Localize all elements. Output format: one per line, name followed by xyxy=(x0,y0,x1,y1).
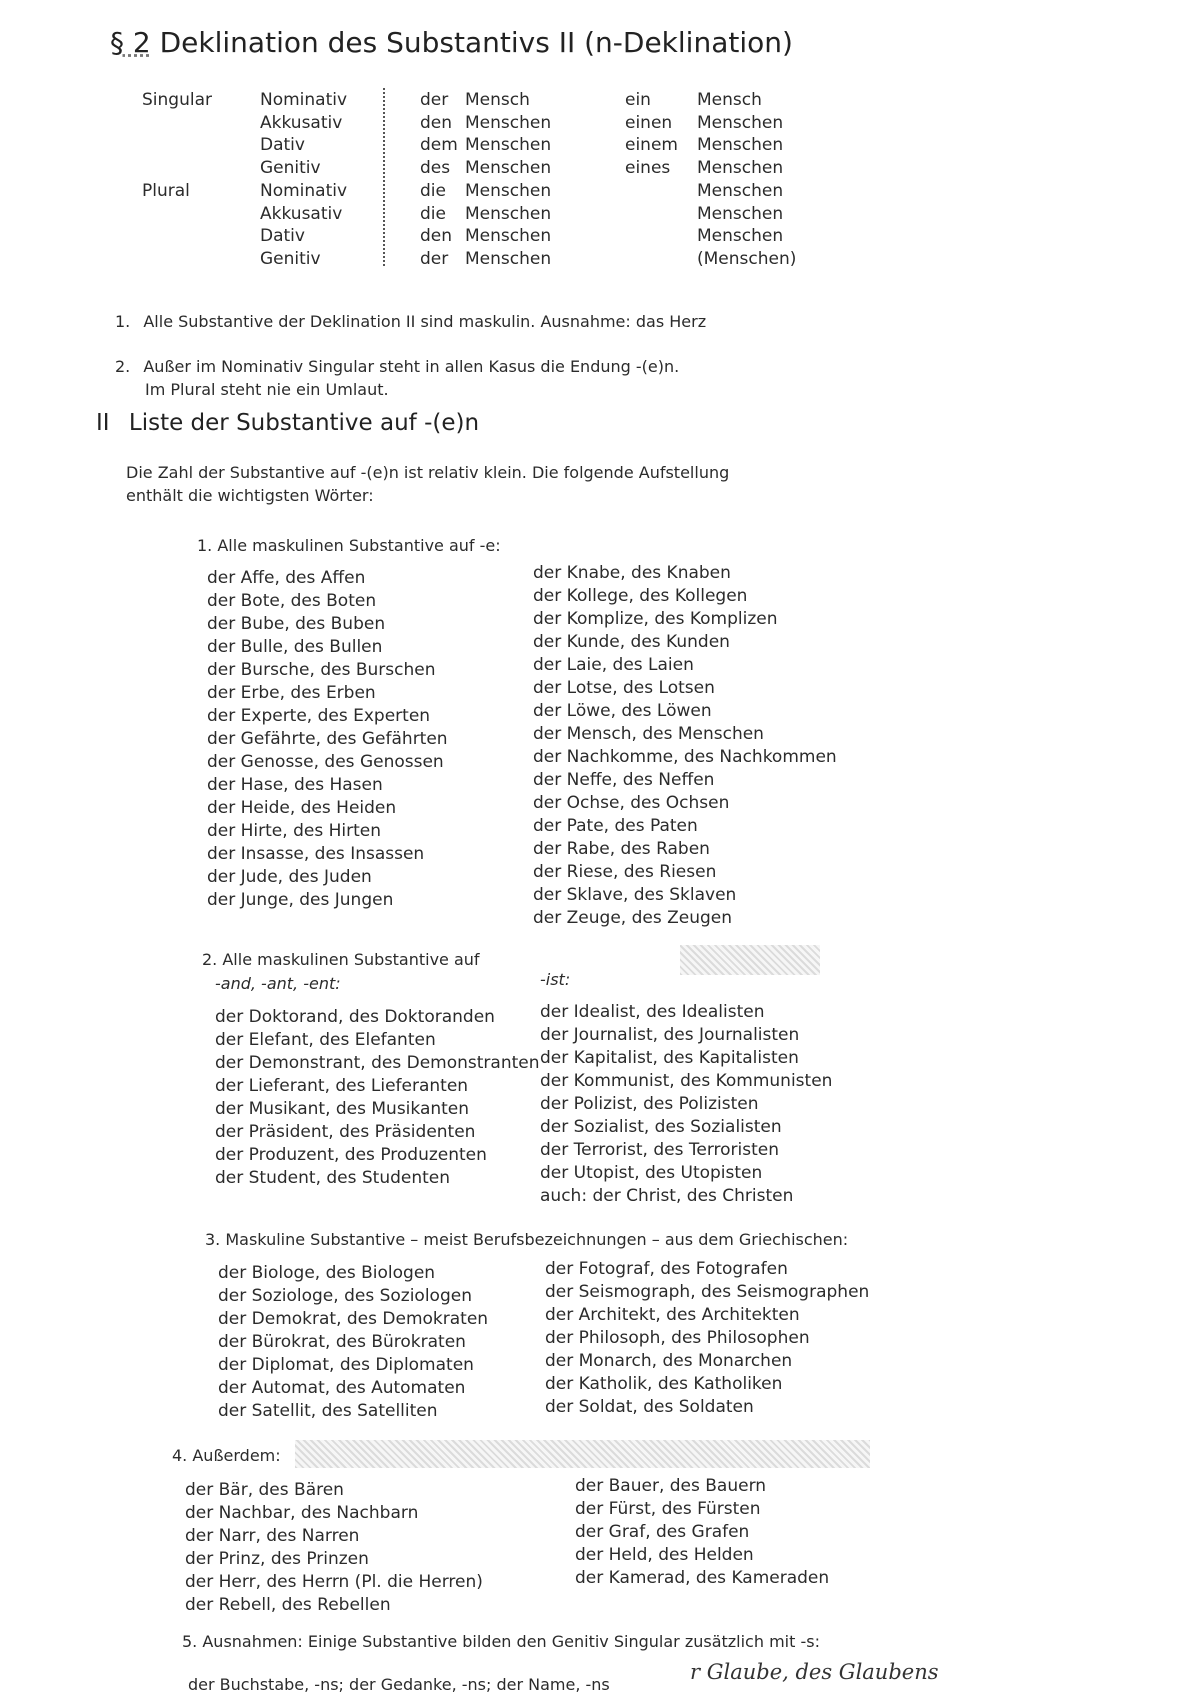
table-cell-indef-noun: Menschen xyxy=(697,180,784,201)
list-item: der Polizist, des Polizisten xyxy=(540,1094,759,1114)
group-3-left-list xyxy=(218,1262,488,1423)
table-cell-indef-art: eines xyxy=(625,158,671,179)
list-item: der Experte, des Experten xyxy=(207,706,431,726)
group-1-right-list xyxy=(533,562,837,930)
list-item: der Seismograph, des Seismographen xyxy=(545,1282,870,1302)
list-item: auch: der Christ, des Christen xyxy=(540,1186,794,1206)
list-item: der Affe, des Affen xyxy=(207,568,366,588)
section-heading xyxy=(96,410,479,436)
list-item: der Bauer, des Bauern xyxy=(575,1476,767,1496)
list-item: der Student, des Studenten xyxy=(215,1168,451,1188)
list-item: der Neffe, des Neffen xyxy=(533,770,715,790)
table-cell-indef-noun: Menschen xyxy=(697,158,784,179)
intro-line-1: Die Zahl der Substantive auf -(e)n ist relativ klein. Die folgende Aufstellung xyxy=(126,463,730,482)
table-divider xyxy=(383,88,385,266)
list-item: der Jude, des Juden xyxy=(207,867,372,887)
list-item: der Automat, des Automaten xyxy=(218,1378,466,1398)
rule-2-line2: Im Plural steht nie ein Umlaut. xyxy=(145,380,389,399)
list-item: der Soldat, des Soldaten xyxy=(545,1397,754,1417)
list-item: der Insasse, des Insassen xyxy=(207,844,425,864)
list-item: der Zeuge, des Zeugen xyxy=(533,908,732,928)
list-item: der Philosoph, des Philosophen xyxy=(545,1328,810,1348)
table-cell-def-art: den xyxy=(420,112,453,133)
rule-number: 1. xyxy=(115,312,131,331)
list-item: der Junge, des Jungen xyxy=(207,890,394,910)
table-cell-indef-noun: Mensch xyxy=(697,90,762,110)
list-item: der Doktorand, des Doktoranden xyxy=(215,1007,495,1027)
table-cell-indef-noun: (Menschen) xyxy=(697,248,797,269)
list-item: der Laie, des Laien xyxy=(533,655,694,675)
table-cell-def-noun: Menschen xyxy=(465,180,552,201)
table-cell-def-noun: Mensch xyxy=(465,90,530,110)
table-cell-def-noun: Menschen xyxy=(465,112,552,133)
group-4-left-list xyxy=(185,1479,483,1617)
list-item: der Held, des Helden xyxy=(575,1545,754,1565)
table-cell-def-art: dem xyxy=(420,135,458,156)
scan-smudge xyxy=(295,1440,870,1468)
list-item: der Kollege, des Kollegen xyxy=(533,586,748,606)
list-item: der Hirte, des Hirten xyxy=(207,821,381,841)
list-item: der Prinz, des Prinzen xyxy=(185,1549,369,1569)
list-item: der Elefant, des Elefanten xyxy=(215,1030,436,1050)
list-item: der Gefährte, des Gefährten xyxy=(207,729,448,749)
handwritten-note: r Glaube, des Glaubens xyxy=(690,1660,939,1684)
list-item: der Bürokrat, des Bürokraten xyxy=(218,1332,466,1352)
table-cell-def-art: den xyxy=(420,226,453,247)
list-item: der Narr, des Narren xyxy=(185,1526,360,1546)
list-item: der Satellit, des Satelliten xyxy=(218,1401,438,1421)
table-cell-def-noun: Menschen xyxy=(465,158,552,179)
list-item: der Genosse, des Genossen xyxy=(207,752,444,772)
list-item: der Katholik, des Katholiken xyxy=(545,1374,783,1394)
table-cell-def-art: der xyxy=(420,90,449,110)
group-2-heading: 2. Alle maskulinen Substantive auf xyxy=(202,950,480,969)
section-numeral: II xyxy=(96,410,110,436)
list-item: der Bursche, des Burschen xyxy=(207,660,436,680)
list-item: der Bär, des Bären xyxy=(185,1480,344,1500)
table-cell-case: Nominativ xyxy=(260,90,348,110)
table-cell-case: Dativ xyxy=(260,226,305,247)
group-4-right-list xyxy=(575,1475,829,1590)
list-item: der Produzent, des Produzenten xyxy=(215,1145,487,1165)
table-cell-case: Akkusativ xyxy=(260,112,343,133)
table-cell-def-art: die xyxy=(420,203,446,224)
list-item: der Lotse, des Lotsen xyxy=(533,678,715,698)
table-cell-case: Nominativ xyxy=(260,180,348,201)
table-cell-case: Genitiv xyxy=(260,248,321,269)
list-item: der Sozialist, des Sozialisten xyxy=(540,1117,782,1137)
list-item: der Utopist, des Utopisten xyxy=(540,1163,763,1183)
list-item: der Musikant, des Musikanten xyxy=(215,1099,470,1119)
list-item: der Lieferant, des Lieferanten xyxy=(215,1076,469,1096)
table-cell-indef-art: ein xyxy=(625,90,651,110)
list-item: der Bulle, des Bullen xyxy=(207,637,383,657)
table-cell-def-noun: Menschen xyxy=(465,203,552,224)
group-2-sub-right: -ist: xyxy=(540,970,571,989)
scan-smudge xyxy=(680,945,820,975)
table-cell-indef-noun: Menschen xyxy=(697,112,784,133)
group-1-left-list xyxy=(207,567,448,912)
list-item: der Idealist, des Idealisten xyxy=(540,1002,765,1022)
list-item: der Monarch, des Monarchen xyxy=(545,1351,793,1371)
group-2-left-list xyxy=(215,1006,540,1190)
list-item: der Erbe, des Erben xyxy=(207,683,376,703)
list-item: der Kapitalist, des Kapitalisten xyxy=(540,1048,799,1068)
table-cell-case: Genitiv xyxy=(260,158,321,179)
list-item: der Bote, des Boten xyxy=(207,591,377,611)
list-item: der Herr, des Herrn (Pl. die Herren) xyxy=(185,1572,483,1592)
table-cell-case: Dativ xyxy=(260,135,305,156)
group-2-right-list xyxy=(540,1001,832,1208)
group-2-sub-left: -and, -ant, -ent: xyxy=(215,974,341,993)
group-1-heading: 1. Alle maskulinen Substantive auf -e: xyxy=(197,536,501,555)
table-cell-def-noun: Menschen xyxy=(465,226,552,247)
table-cell-case: Akkusativ xyxy=(260,203,343,224)
rule-2 xyxy=(115,357,679,376)
list-item: der Löwe, des Löwen xyxy=(533,701,712,721)
group-5-heading: 5. Ausnahmen: Einige Substantive bilden den Genitiv Singular zusätzlich mit -s: xyxy=(182,1632,820,1651)
table-cell-group: Singular xyxy=(142,90,212,110)
list-item: der Sklave, des Sklaven xyxy=(533,885,737,905)
list-item: der Hase, des Hasen xyxy=(207,775,383,795)
list-item: der Mensch, des Menschen xyxy=(533,724,764,744)
list-item: der Riese, des Riesen xyxy=(533,862,717,882)
table-cell-indef-art: einen xyxy=(625,112,673,133)
list-item: der Fotograf, des Fotografen xyxy=(545,1259,788,1279)
list-item: der Kommunist, des Kommunisten xyxy=(540,1071,833,1091)
list-item: der Kunde, des Kunden xyxy=(533,632,730,652)
rule-text: Alle Substantive der Deklination II sind maskulin. Ausnahme: das Herz xyxy=(143,312,707,331)
intro-line-2: enthält die wichtigsten Wörter: xyxy=(126,486,374,505)
group-4-heading: 4. Außerdem: xyxy=(172,1446,281,1465)
list-item: der Fürst, des Fürsten xyxy=(575,1499,761,1519)
list-item: der Ochse, des Ochsen xyxy=(533,793,730,813)
group-3-heading: 3. Maskuline Substantive – meist Berufsbezeichnungen – aus dem Griechischen: xyxy=(205,1230,849,1249)
page-title xyxy=(110,26,793,59)
list-item: der Kamerad, des Kameraden xyxy=(575,1568,830,1588)
rule-text: Außer im Nominativ Singular steht in allen Kasus die Endung -(e)n. xyxy=(143,357,680,376)
list-item: der Nachbar, des Nachbarn xyxy=(185,1503,419,1523)
list-item: der Journalist, des Journalisten xyxy=(540,1025,800,1045)
section-title: Liste der Substantive auf -(e)n xyxy=(128,410,480,436)
table-cell-indef-noun: Menschen xyxy=(697,203,784,224)
paragraph-number: § 2 xyxy=(110,26,151,59)
list-item: der Knabe, des Knaben xyxy=(533,563,731,583)
table-cell-def-art: des xyxy=(420,158,451,179)
list-item: der Architekt, des Architekten xyxy=(545,1305,800,1325)
list-item: der Demonstrant, des Demonstranten xyxy=(215,1053,540,1073)
title-text: Deklination des Substantivs II (n-Deklination) xyxy=(159,26,793,59)
table-cell-def-art: der xyxy=(420,248,449,269)
list-item: der Demokrat, des Demokraten xyxy=(218,1309,489,1329)
table-cell-def-art: die xyxy=(420,180,446,201)
list-item: der Heide, des Heiden xyxy=(207,798,397,818)
list-item: der Komplize, des Komplizen xyxy=(533,609,778,629)
table-cell-def-noun: Menschen xyxy=(465,135,552,156)
list-item: der Präsident, des Präsidenten xyxy=(215,1122,476,1142)
list-item: der Nachkomme, des Nachkommen xyxy=(533,747,837,767)
list-item: der Bube, des Buben xyxy=(207,614,386,634)
table-cell-indef-noun: Menschen xyxy=(697,226,784,247)
table-cell-indef-noun: Menschen xyxy=(697,135,784,156)
group-5-cut-line: der Buchstabe, -ns; der Gedanke, -ns; der Name, -ns xyxy=(188,1675,610,1694)
list-item: der Diplomat, des Diplomaten xyxy=(218,1355,474,1375)
list-item: der Graf, des Grafen xyxy=(575,1522,750,1542)
rule-number: 2. xyxy=(115,357,131,376)
rule-1 xyxy=(115,312,706,331)
list-item: der Rabe, des Raben xyxy=(533,839,710,859)
list-item: der Rebell, des Rebellen xyxy=(185,1595,391,1615)
group-3-right-list xyxy=(545,1258,869,1419)
table-cell-def-noun: Menschen xyxy=(465,248,552,269)
list-item: der Biologe, des Biologen xyxy=(218,1263,436,1283)
list-item: der Terrorist, des Terroristen xyxy=(540,1140,779,1160)
table-cell-group: Plural xyxy=(142,180,190,201)
table-cell-indef-art: einem xyxy=(625,135,678,156)
list-item: der Soziologe, des Soziologen xyxy=(218,1286,472,1306)
list-item: der Pate, des Paten xyxy=(533,816,698,836)
